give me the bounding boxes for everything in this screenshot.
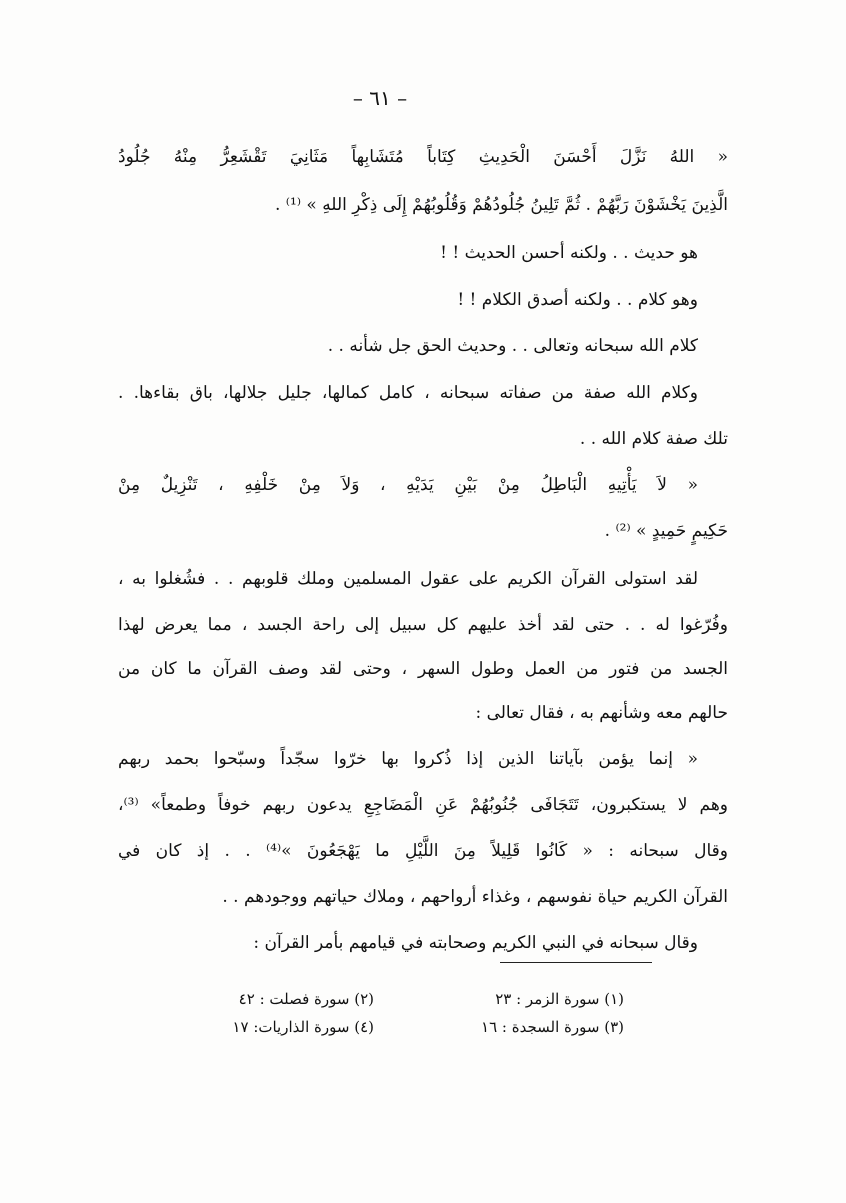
quran-verse-line-2: الَّذِينَ يَخْشَوْنَ رَبَّهُمْ . ثُمَّ تَلِينُ جُلُودُهُمْ وَقُلُوبُهُمْ إِلَى ذِكْرِ اللهِ » ⁽¹⁾ . xyxy=(275,195,728,215)
paragraph-line-kalam-allah: كلام الله سبحانه وتعالى . . وحديث الحق جل شأنه . . xyxy=(327,336,698,356)
paragraph-line-kalam: وهو كلام . . ولكنه أصدق الكلام ! ! xyxy=(457,290,698,310)
paragraph-line-furrighu: وفُرّغوا له . . حتى لقد أخذ عليهم كل سبيل إلى راحة الجسد ، مما يعرض لهذا xyxy=(118,615,728,635)
quran-verse-line-6: وهم لا يستكبرون، تَتَجَافَى جُنُوبُهُمْ عَنِ الْمَضَاجِعِ يدعون ربهم خوفاً وطمعاً» ⁽³⁾، xyxy=(118,795,728,815)
paragraph-line-jasad: الجسد من فتور من العمل وطول السهر ، وحتى لقد وصف القرآن ما كان من xyxy=(118,659,728,679)
footnote-4: (٤) سورة الذاريات: ١٧ xyxy=(232,1018,374,1036)
footnote-separator xyxy=(500,962,652,963)
paragraph-line-tilka: تلك صفة كلام الله . . xyxy=(579,429,728,449)
quran-verse-line-4: حَكِيمٍ حَمِيدٍ » ⁽²⁾ . xyxy=(604,521,728,541)
quran-verse-line-3: « لاَ يَأْتِيهِ الْبَاطِلُ مِنْ بَيْنِ يَدَيْهِ ، وَلاَ مِنْ خَلْفِهِ ، تَنْزِيلٌ مِنْ xyxy=(118,475,698,495)
quran-verse-line-7: وقال سبحانه : « كَانُوا قَلِيلاً مِنَ اللَّيْلِ ما يَهْجَعُونَ »⁽⁴⁾ . . إذ كان في xyxy=(118,841,728,861)
footnote-1: (١) سورة الزمر : ٢٣ xyxy=(495,990,624,1008)
paragraph-line-hadith: هو حديث . . ولكنه أحسن الحديث ! ! xyxy=(440,243,698,263)
quran-verse-line-1: « اللهُ نَزَّلَ أَحْسَنَ الْحَدِيثِ كِتَاباً مُتَشَابِهاً مَثَانِيَ تَقْشَعِرُّ مِنْهُ جُلُودُ xyxy=(118,147,728,167)
page-number: – ٦١ – xyxy=(352,86,408,110)
footnote-2: (٢) سورة فصلت : ٤٢ xyxy=(238,990,374,1008)
quran-verse-line-5: « إنما يؤمن بآياتنا الذين إذا ذُكروا بها خرّوا سجّداً وسبّحوا بحمد ربهم xyxy=(118,749,698,769)
paragraph-line-halihim: حالهم معه وشأنهم به ، فقال تعالى : xyxy=(475,703,728,723)
paragraph-line-istawla: لقد استولى القرآن الكريم على عقول المسلمين وملك قلوبهم . . فشُغلوا به ، xyxy=(118,569,698,589)
paragraph-line-sifa: وكلام الله صفة من صفاته سبحانه ، كامل كمالها، جليل جلالها، باق بقاءها. . xyxy=(118,383,698,403)
footnote-3: (٣) سورة السجدة : ١٦ xyxy=(481,1018,624,1036)
paragraph-line-hayat: القرآن الكريم حياة نفوسهم ، وغذاء أرواحهم ، وملاك حياتهم ووجودهم . . xyxy=(222,887,728,907)
paragraph-line-qala: وقال سبحانه في النبي الكريم وصحابته في قيامهم بأمر القرآن : xyxy=(253,933,698,953)
